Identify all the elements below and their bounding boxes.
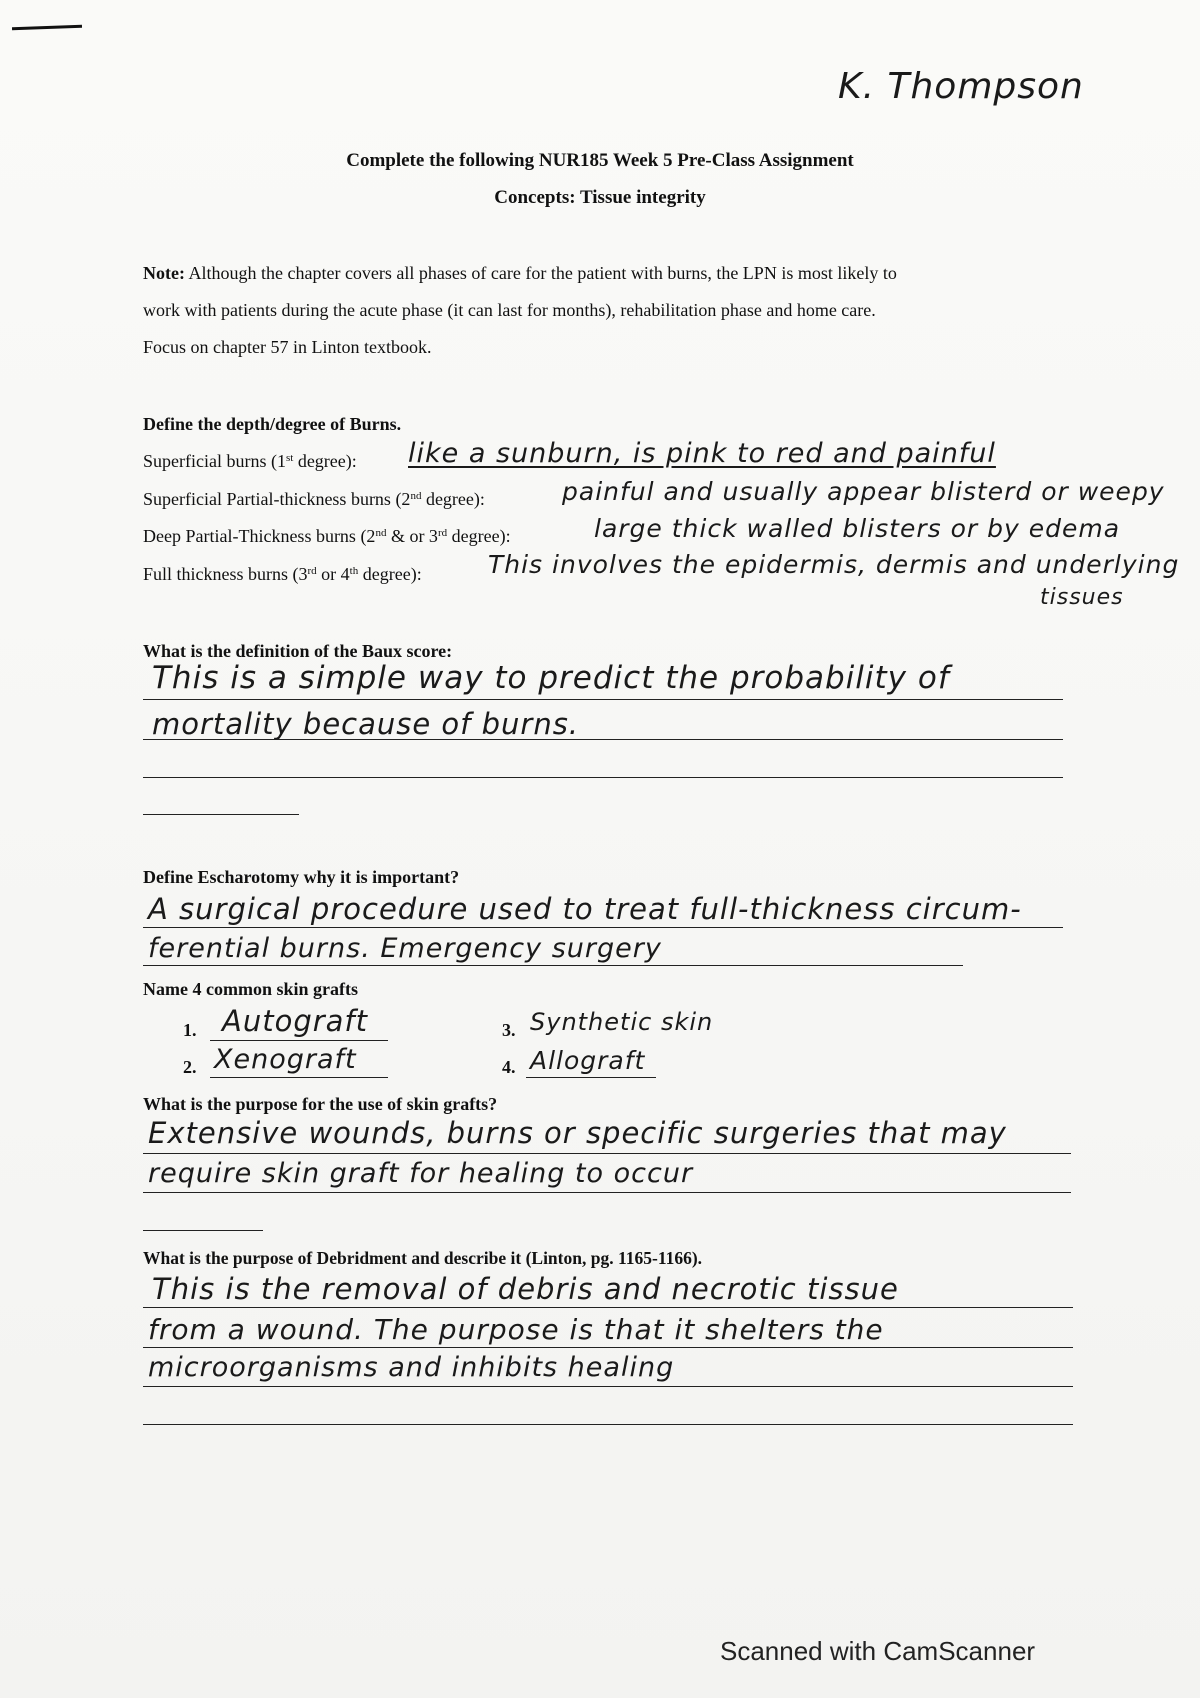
escharotomy-question: Define Escharotomy why it is important? (143, 867, 460, 887)
baux-rule-1 (143, 699, 1063, 700)
superficial-answer: like a sunburn, is pink to red and painful (408, 438, 996, 469)
dp-label-a: Deep Partial-Thickness burns (2 (143, 526, 376, 546)
page-subtitle: Concepts: Tissue integrity (494, 187, 706, 208)
superficial-sup: st (285, 452, 294, 464)
dp-label-c: degree): (447, 526, 511, 546)
scan-mark (12, 25, 82, 30)
escharotomy-rule-1 (143, 927, 1063, 928)
ft-sup-2: th (349, 565, 359, 577)
escharotomy-answer-line-1: A surgical procedure used to treat full-thickness circum- (148, 892, 1022, 926)
graft-num-4: 4. (502, 1057, 516, 1077)
debridement-rule-3 (143, 1386, 1073, 1387)
camscanner-watermark: Scanned with CamScanner (720, 1636, 1036, 1666)
debridement-rule-2 (143, 1347, 1073, 1348)
graft-num-3: 3. (502, 1020, 516, 1040)
ft-label-c: degree): (358, 564, 422, 584)
note-line-1 (143, 263, 897, 284)
note-label: Note: (143, 263, 185, 283)
deep-partial-label (143, 526, 511, 547)
superficial-label-b: degree): (293, 451, 357, 471)
graft-rule-2 (210, 1077, 388, 1078)
sp-sup: nd (410, 490, 422, 502)
baux-rule-2 (143, 739, 1063, 740)
burns-heading: Define the depth/degree of Burns. (143, 414, 402, 434)
page-title: Complete the following NUR185 Week 5 Pre-Class Assignment (346, 150, 854, 171)
baux-question: What is the definition of the Baux score: (143, 641, 453, 661)
ft-label-a: Full thickness burns (3 (143, 564, 308, 584)
graft-purpose-question: What is the purpose for the use of skin grafts? (143, 1094, 498, 1114)
note-line-3: Focus on chapter 57 in Linton textbook. (143, 337, 432, 357)
superficial-label-a: Superficial burns (1 (143, 451, 286, 471)
debridement-question: What is the purpose of Debridment and describe it (Linton, pg. 1165-1166). (143, 1248, 703, 1268)
debridement-answer-line-2: from a wound. The purpose is that it shelters the (148, 1313, 884, 1346)
graft-answer-2: Xenograft (214, 1044, 357, 1075)
baux-rule-4 (143, 814, 299, 815)
graft-num-1: 1. (183, 1020, 197, 1040)
graft-num-2: 2. (183, 1057, 197, 1077)
dp-label-b: & or 3 (386, 526, 438, 546)
graft-answer-3: Synthetic skin (530, 1008, 714, 1036)
dp-sup-2: rd (437, 527, 448, 539)
baux-answer-line-2: mortality because of burns. (152, 707, 580, 741)
dp-sup-1: nd (375, 527, 387, 539)
superficial-partial-label (143, 489, 485, 510)
note-line-1-text: Although the chapter covers all phases of care for the patient with burns, the LPN is most likely to (184, 263, 897, 283)
ft-sup-1: rd (307, 565, 317, 577)
full-thickness-answer-cont: tissues (1040, 585, 1124, 610)
graft-purpose-answer-line-2: require skin graft for healing to occur (148, 1158, 694, 1189)
graft-purpose-rule-1 (143, 1153, 1071, 1154)
note-line-2: work with patients during the acute phase (it can last for months), rehabilitation phase and home care. (143, 300, 876, 320)
graft-rule-1 (210, 1040, 388, 1041)
full-thickness-answer: This involves the epidermis, dermis and underlying (488, 550, 1180, 579)
sp-label-b: degree): (421, 489, 485, 509)
sp-label-a: Superficial Partial-thickness burns (2 (143, 489, 411, 509)
debridement-answer-line-1: This is the removal of debris and necrotic tissue (152, 1272, 899, 1306)
ft-label-b: or 4 (316, 564, 350, 584)
debridement-rule-1 (143, 1307, 1073, 1308)
deep-partial-answer: large thick walled blisters or by edema (594, 514, 1121, 543)
debridement-answer-line-3: microorganisms and inhibits healing (148, 1352, 675, 1383)
superficial-label (143, 451, 357, 472)
full-thickness-label (143, 564, 422, 585)
graft-purpose-answer-line-1: Extensive wounds, burns or specific surgeries that may (148, 1116, 1007, 1150)
graft-purpose-rule-3 (143, 1230, 263, 1231)
graft-purpose-rule-2 (143, 1192, 1071, 1193)
escharotomy-answer-line-2: ferential burns. Emergency surgery (148, 933, 662, 964)
graft-answer-4: Allograft (530, 1046, 646, 1075)
grafts-question: Name 4 common skin grafts (143, 979, 358, 999)
baux-rule-3 (143, 777, 1063, 778)
graft-answer-1: Autograft (222, 1004, 369, 1038)
baux-answer-line-1: This is a simple way to predict the probability of (152, 660, 950, 696)
signature: K. Thompson (838, 66, 1084, 107)
superficial-partial-answer: painful and usually appear blisterd or weepy (562, 477, 1165, 506)
debridement-rule-4 (143, 1424, 1073, 1425)
graft-rule-4 (526, 1077, 656, 1078)
escharotomy-rule-2 (143, 965, 963, 966)
